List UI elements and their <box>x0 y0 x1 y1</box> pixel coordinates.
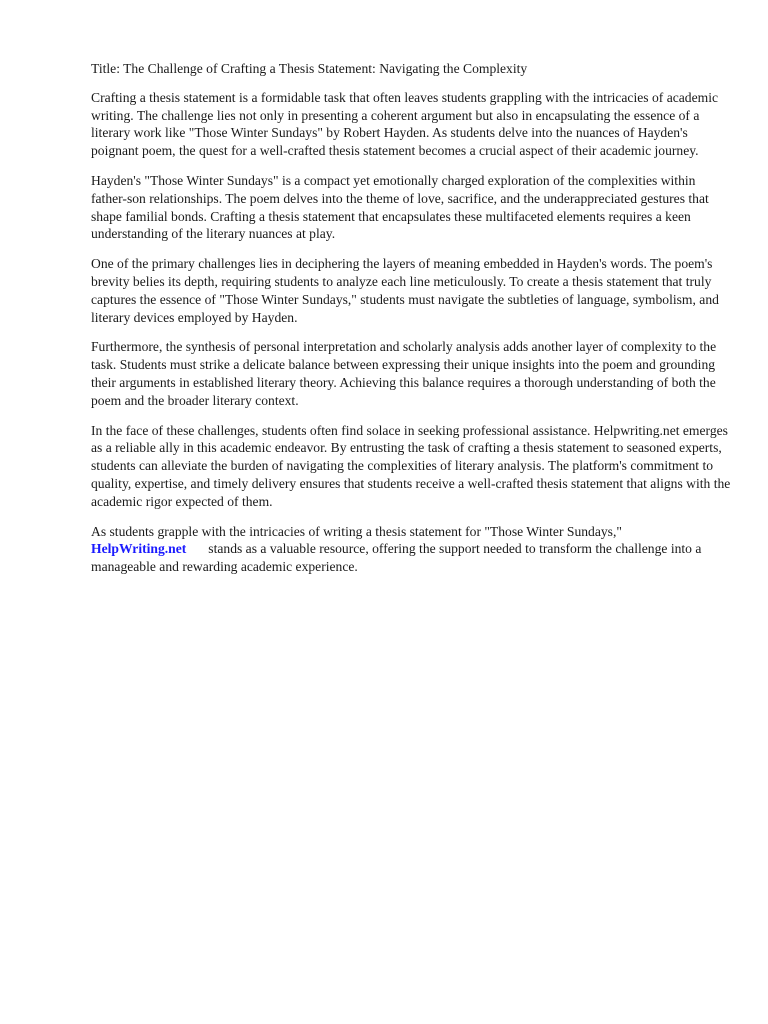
document-title: Title: The Challenge of Crafting a Thesis Statement: Navigating the Complexity <box>91 61 528 76</box>
paragraph-closing <box>91 523 731 576</box>
paragraph-synthesis: Furthermore, the synthesis of personal interpretation and scholarly analysis adds another layer of complexity to the task. Students must strike a delicate balance between expressing their unique insights into the poem and grounding their arguments in established literary theory. Achieving this balance requires a thorough understanding of both the poem and the broader literary context. <box>91 339 717 408</box>
closing-text-after-link: stands as a valuable resource, offering the support needed to transform the challenge into a manageable and rewarding academic experience. <box>91 541 702 575</box>
paragraph-assistance: In the face of these challenges, students often find solace in seeking professional assistance. Helpwriting.net emerges as a reliable ally in this academic endeavor. By entrusting the task of crafting a thesis statement to seasoned experts, students can alleviate the burden of navigating the complexities of literary analysis. The platform's commitment to quality, expertise, and timely delivery ensures that students receive a well-crafted thesis statement that aligns with the academic rigor expected of them. <box>91 422 731 509</box>
helpwriting-link[interactable]: HelpWriting.net <box>91 541 187 557</box>
closing-text-before-link: As students grapple with the intricacies of writing a thesis statement for "Those Winter Sundays," <box>91 523 622 539</box>
paragraph-poem-overview: Hayden's "Those Winter Sundays" is a compact yet emotionally charged exploration of the complexities within father-son relationships. The poem delves into the theme of love, sacrifice, and the underappreciated gestures that shape familial bonds. Crafting a thesis statement that encapsulates these multifaceted elements requires a keen understanding of the literary nuances at play. <box>91 172 709 242</box>
document-page <box>91 60 731 588</box>
paragraph-challenges: One of the primary challenges lies in deciphering the layers of meaning embedded in Hayden's words. The poem's brevity belies its depth, requiring students to analyze each line meticulously. To create a thesis statement that truly captures the essence of "Those Winter Sundays," students must navigate the subtleties of language, symbolism, and literary devices employed by Hayden. <box>91 256 719 325</box>
paragraph-intro: Crafting a thesis statement is a formidable task that often leaves students grappling with the intricacies of academic writing. The challenge lies not only in presenting a coherent argument but also in encapsulating the essence of a literary work like "Those Winter Sundays" by Robert Hayden. As students delve into the nuances of Hayden's poignant poem, the quest for a well-crafted thesis statement becomes a crucial aspect of their academic journey. <box>91 89 719 159</box>
